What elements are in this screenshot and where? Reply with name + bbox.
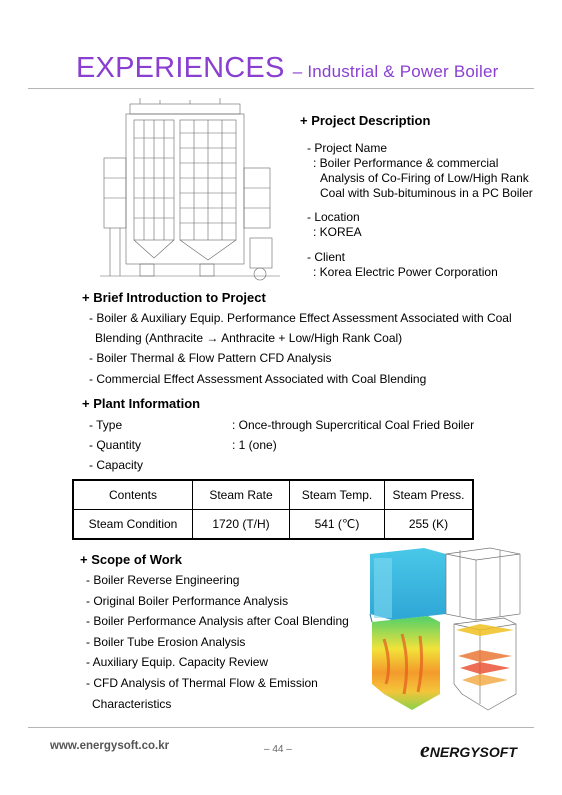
plant-info-heading: + Plant Information bbox=[82, 396, 201, 411]
table-header-row bbox=[73, 480, 473, 510]
scope-heading: + Scope of Work bbox=[80, 552, 182, 567]
table-cell: 541 (℃) bbox=[290, 510, 385, 540]
capacity-label: - Capacity bbox=[89, 458, 144, 472]
location-value: : KOREA bbox=[313, 225, 362, 239]
logo-e: e bbox=[420, 737, 430, 762]
boiler-schematic-drawing bbox=[100, 98, 280, 288]
brief-intro-item: - Commercial Effect Assessment Associated with Coal Blending bbox=[89, 372, 427, 386]
brief-intro-item: - Boiler & Auxiliary Equip. Performance Effect Assessment Associated with Coal bbox=[89, 311, 512, 325]
quantity-label: - Quantity bbox=[89, 438, 142, 452]
page-title bbox=[76, 52, 498, 85]
project-name-line-3: Coal with Sub-bituminous in a PC Boiler bbox=[320, 186, 533, 200]
table-cell: Steam Condition bbox=[73, 510, 193, 540]
table-cell: 255 (K) bbox=[385, 510, 474, 540]
logo-text: NERGYSOFT bbox=[429, 744, 517, 760]
scope-item: - Auxiliary Equip. Capacity Review bbox=[86, 655, 269, 669]
client-label: - Client bbox=[307, 250, 346, 264]
table-header-cell: Steam Rate bbox=[193, 480, 290, 510]
table-header-cell: Steam Press. bbox=[385, 480, 474, 510]
cfd-temperature-contour-image bbox=[362, 544, 452, 714]
scope-item: - CFD Analysis of Thermal Flow & Emission bbox=[86, 676, 318, 690]
title-subtitle: – Industrial & Power Boiler bbox=[292, 62, 499, 81]
project-name-label: - Project Name bbox=[307, 141, 388, 155]
scope-item: Characteristics bbox=[92, 697, 172, 711]
title-main: EXPERIENCES bbox=[76, 52, 285, 84]
footer-website-link[interactable]: www.energysoft.co.kr bbox=[50, 740, 170, 752]
scope-item: - Boiler Tube Erosion Analysis bbox=[86, 635, 246, 649]
type-label: - Type bbox=[89, 418, 123, 432]
scope-item: - Boiler Performance Analysis after Coal Blending bbox=[86, 614, 349, 628]
project-description-heading: + Project Description bbox=[300, 113, 431, 128]
cfd-mesh-wireframe-image bbox=[440, 544, 528, 714]
header-rule bbox=[28, 88, 534, 89]
table-header-cell: Contents bbox=[73, 480, 193, 510]
footer-rule bbox=[28, 727, 534, 728]
brief-intro-item: - Boiler Thermal & Flow Pattern CFD Analysis bbox=[89, 351, 332, 365]
scope-item: - Original Boiler Performance Analysis bbox=[86, 594, 289, 608]
table-row bbox=[73, 510, 473, 540]
client-value: : Korea Electric Power Corporation bbox=[313, 265, 498, 279]
table-header-cell: Steam Temp. bbox=[290, 480, 385, 510]
energysoft-logo bbox=[420, 737, 517, 763]
project-name-line-1: : Boiler Performance & commercial bbox=[313, 156, 499, 170]
page-number: – 44 – bbox=[264, 744, 292, 755]
project-name-line-2: Analysis of Co-Firing of Low/High Rank bbox=[320, 171, 529, 185]
table-cell: 1720 (T/H) bbox=[193, 510, 290, 540]
type-value: : Once-through Supercritical Coal Fried Boiler bbox=[232, 418, 475, 432]
scope-item: - Boiler Reverse Engineering bbox=[86, 573, 240, 587]
capacity-table bbox=[72, 479, 474, 540]
quantity-value: : 1 (one) bbox=[232, 438, 277, 452]
brief-intro-item: Blending (Anthracite → Anthracite + Low/High Rank Coal) bbox=[95, 331, 403, 345]
location-label: - Location bbox=[307, 210, 360, 224]
brief-intro-heading: + Brief Introduction to Project bbox=[82, 290, 266, 305]
